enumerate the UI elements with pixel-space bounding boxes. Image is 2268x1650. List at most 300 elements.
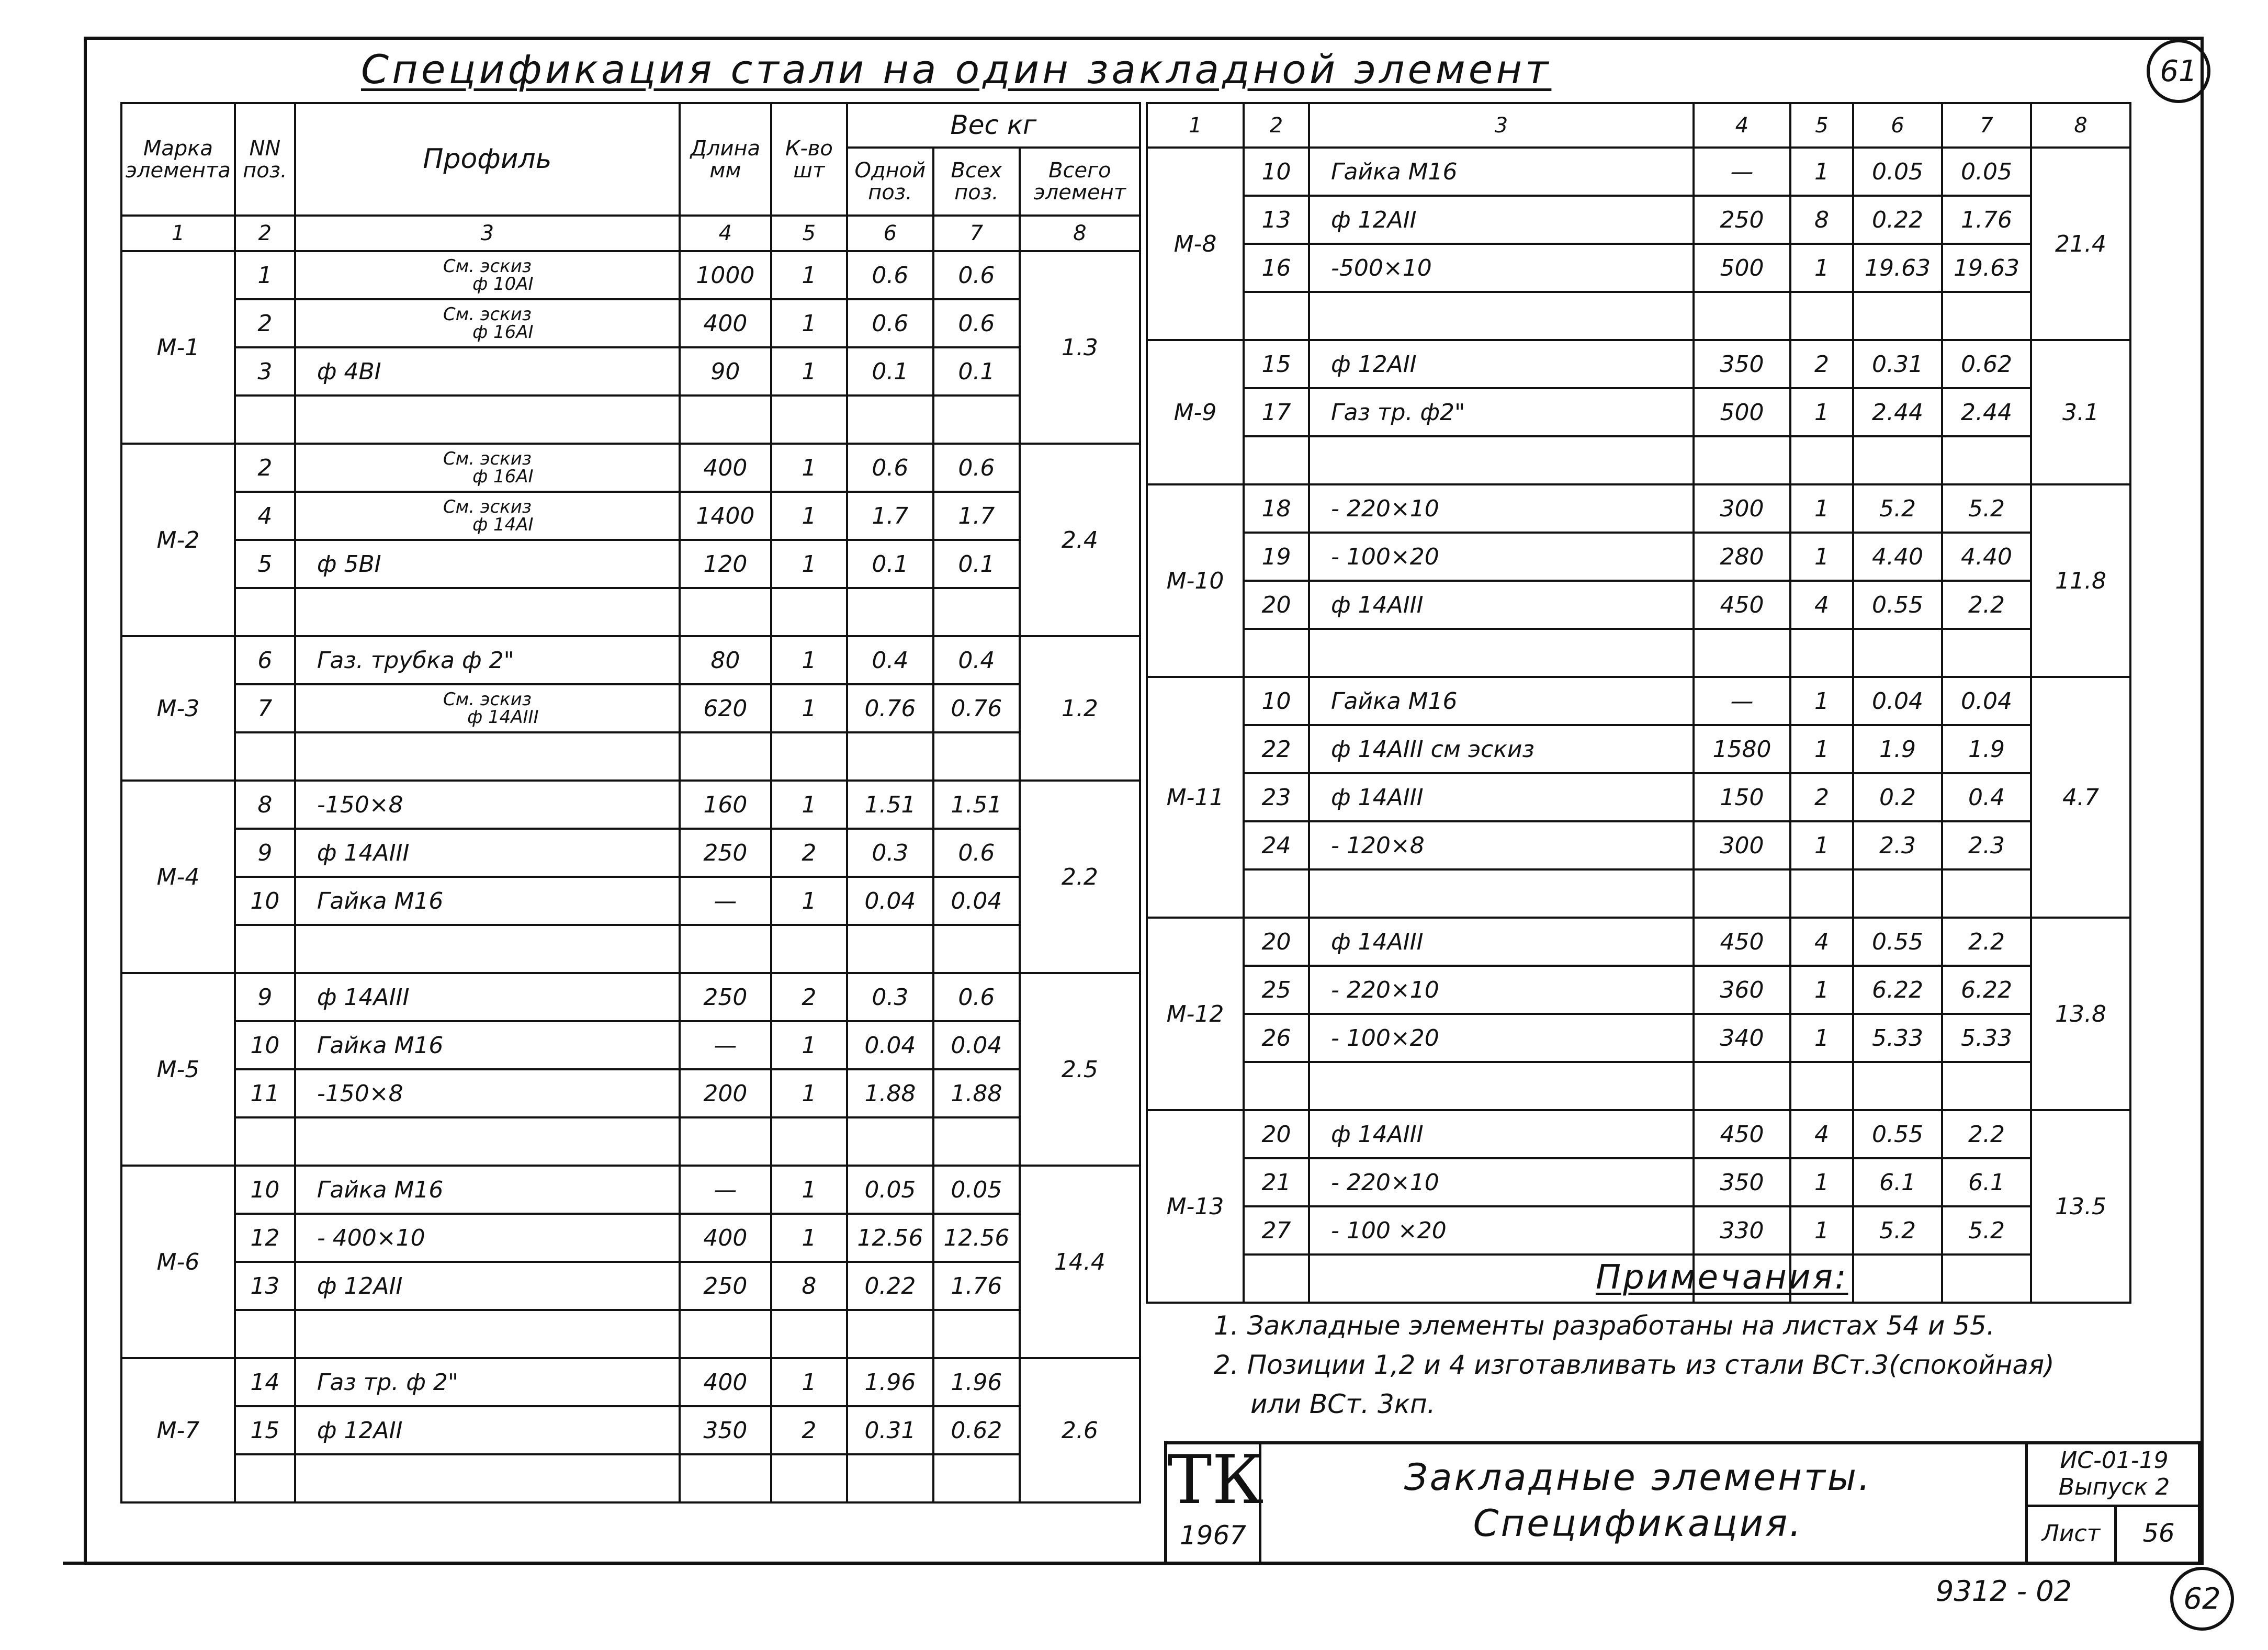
element-mark: М-5 [121, 973, 235, 1166]
empty-cell [1790, 629, 1853, 677]
table-row [1147, 1014, 2130, 1062]
weight-one-cell: 0.6 [847, 299, 933, 347]
col-number: 2 [235, 216, 295, 251]
weight-all-cell: 4.40 [1942, 533, 2031, 581]
table-row [121, 1358, 1140, 1406]
table-row [121, 347, 1140, 395]
profile-cell: ф 12АII [295, 1262, 680, 1310]
quantity-cell: 1 [1790, 725, 1853, 773]
note-item: 2. Позиции 1,2 и 4 изготавливать из стали ВСт.3(спокойная) [1214, 1350, 2055, 1380]
empty-cell [1790, 869, 1853, 918]
weight-one-cell: 5.2 [1853, 484, 1942, 533]
empty-cell [1694, 1062, 1790, 1110]
length-cell: 300 [1694, 821, 1790, 869]
header-weight: Вес кг [847, 103, 1140, 148]
quantity-cell: 1 [771, 1358, 847, 1406]
title-block-year: 1967 [1179, 1520, 1247, 1551]
empty-cell [680, 395, 771, 444]
length-cell: — [680, 1021, 771, 1069]
empty-cell [771, 395, 847, 444]
sheet-number: 56 [2142, 1519, 2175, 1548]
length-cell: 620 [680, 684, 771, 732]
quantity-cell: 1 [771, 781, 847, 829]
weight-all-cell: 0.6 [933, 444, 1020, 492]
empty-cell [847, 732, 933, 781]
empty-row [1147, 436, 2130, 484]
weight-one-cell: 0.55 [1853, 1110, 1942, 1158]
profile-cell: -150×8 [295, 1069, 680, 1117]
table-row [1147, 966, 2130, 1014]
empty-cell [295, 1454, 680, 1502]
empty-row [1147, 629, 2130, 677]
weight-one-cell: 19.63 [1853, 244, 1942, 292]
table-row [121, 251, 1140, 299]
empty-cell [1244, 1255, 1309, 1303]
weight-one-cell: 6.1 [1853, 1158, 1942, 1206]
weight-one-cell: 1.96 [847, 1358, 933, 1406]
empty-cell [933, 588, 1020, 636]
profile-cell: Газ. трубка ф 2" [295, 636, 680, 684]
weight-one-cell: 0.3 [847, 829, 933, 877]
note-item: 1. Закладные элементы разработаны на листах 54 и 55. [1214, 1310, 1995, 1341]
element-total-weight: 2.4 [1020, 444, 1140, 636]
table-row [1147, 1110, 2130, 1158]
profile-cell: -500×10 [1309, 244, 1694, 292]
table-row [1147, 196, 2130, 244]
title-block-name-line1: Закладные элементы. [1404, 1456, 1872, 1499]
notes-title: Примечания: [1596, 1258, 1848, 1297]
weight-all-cell: 0.04 [933, 1021, 1020, 1069]
position-number: 3 [235, 347, 295, 395]
length-cell: 350 [1694, 340, 1790, 388]
position-number: 20 [1244, 918, 1309, 966]
element-total-weight: 11.8 [2031, 484, 2130, 677]
table-row [121, 1406, 1140, 1454]
title-block-code [2025, 1444, 2201, 1507]
element-mark: М-12 [1147, 918, 1244, 1110]
weight-all-cell: 1.51 [933, 781, 1020, 829]
weight-one-cell: 0.6 [847, 444, 933, 492]
quantity-cell: 1 [1790, 966, 1853, 1014]
position-number: 22 [1244, 725, 1309, 773]
quantity-cell: 2 [771, 829, 847, 877]
element-total-weight: 4.7 [2031, 677, 2130, 918]
empty-cell [235, 925, 295, 973]
empty-cell [235, 1454, 295, 1502]
table-row [121, 636, 1140, 684]
table-row [1147, 484, 2130, 533]
position-number: 1 [235, 251, 295, 299]
element-total-weight: 3.1 [2031, 340, 2130, 484]
empty-cell [771, 588, 847, 636]
profile-note: См. эскиз [443, 496, 532, 517]
profile-cell: - 220×10 [1309, 1158, 1694, 1206]
empty-cell [295, 1117, 680, 1166]
weight-one-cell: 0.55 [1853, 918, 1942, 966]
position-number: 5 [235, 540, 295, 588]
empty-cell [1853, 869, 1942, 918]
weight-all-cell: 5.33 [1942, 1014, 2031, 1062]
position-number: 23 [1244, 773, 1309, 821]
document-issue: Выпуск 2 [2058, 1473, 2170, 1500]
empty-cell [1853, 292, 1942, 340]
empty-cell [847, 925, 933, 973]
empty-row [121, 588, 1140, 636]
profile-cell: Гайка М16 [295, 877, 680, 925]
title-block-sheet [2025, 1505, 2201, 1562]
weight-all-cell: 0.1 [933, 347, 1020, 395]
empty-cell [1244, 869, 1309, 918]
table-row [121, 1262, 1140, 1310]
length-cell: 350 [1694, 1158, 1790, 1206]
position-number: 7 [235, 684, 295, 732]
empty-cell [933, 732, 1020, 781]
table-row [121, 684, 1140, 732]
empty-cell [1853, 629, 1942, 677]
weight-all-cell: 2.44 [1942, 388, 2031, 436]
profile-note: См. эскиз [443, 689, 532, 710]
profile-cell: Газ тр. ф2" [1309, 388, 1694, 436]
element-total-weight: 1.2 [1020, 636, 1140, 781]
weight-all-cell: 5.2 [1942, 484, 2031, 533]
length-cell: 200 [680, 1069, 771, 1117]
table-row [121, 877, 1140, 925]
element-mark: М-1 [121, 251, 235, 444]
length-cell: 1580 [1694, 725, 1790, 773]
col-number: 5 [1790, 103, 1853, 148]
empty-cell [1309, 436, 1694, 484]
col-number: 4 [680, 216, 771, 251]
weight-all-cell: 1.76 [933, 1262, 1020, 1310]
quantity-cell: 1 [771, 684, 847, 732]
table-row [121, 444, 1140, 492]
weight-all-cell: 19.63 [1942, 244, 2031, 292]
empty-cell [295, 732, 680, 781]
length-cell: 500 [1694, 244, 1790, 292]
profile-cell [295, 684, 680, 732]
empty-cell [1942, 1255, 2031, 1303]
quantity-cell: 4 [1790, 581, 1853, 629]
empty-row [121, 395, 1140, 444]
empty-cell [680, 925, 771, 973]
profile-cell: ф 14АIII [295, 829, 680, 877]
table-row [1147, 581, 2130, 629]
length-cell: 450 [1694, 918, 1790, 966]
empty-cell [235, 732, 295, 781]
element-mark: М-3 [121, 636, 235, 781]
position-number: 26 [1244, 1014, 1309, 1062]
weight-all-cell: 0.6 [933, 299, 1020, 347]
table-row [121, 1069, 1140, 1117]
table-row [121, 1214, 1140, 1262]
weight-one-cell: 0.2 [1853, 773, 1942, 821]
empty-cell [680, 1310, 771, 1358]
col-number: 8 [2031, 103, 2130, 148]
element-total-weight: 2.5 [1020, 973, 1140, 1166]
sheet-label: Лист [2028, 1505, 2117, 1562]
length-cell: 300 [1694, 484, 1790, 533]
title-block-logo [1167, 1441, 1264, 1562]
empty-cell [1309, 629, 1694, 677]
weight-one-cell: 0.22 [847, 1262, 933, 1310]
weight-all-cell: 0.6 [933, 829, 1020, 877]
position-number: 10 [235, 1021, 295, 1069]
position-number: 14 [235, 1358, 295, 1406]
empty-cell [771, 1310, 847, 1358]
length-cell: 160 [680, 781, 771, 829]
empty-cell [1853, 1255, 1942, 1303]
document-title: Спецификация стали на один закладной элемент [361, 46, 1552, 93]
table-row [121, 781, 1140, 829]
table-row [1147, 340, 2130, 388]
element-total-weight: 1.3 [1020, 251, 1140, 444]
quantity-cell: 8 [771, 1262, 847, 1310]
page-number-bottom: 62 [2170, 1567, 2234, 1631]
profile-cell: ф 14АIII см эскиз [1309, 725, 1694, 773]
position-number: 9 [235, 973, 295, 1021]
quantity-cell: 1 [771, 1166, 847, 1214]
col-number: 1 [121, 216, 235, 251]
position-number: 18 [1244, 484, 1309, 533]
empty-cell [1942, 869, 2031, 918]
quantity-cell: 1 [1790, 533, 1853, 581]
title-block [1164, 1441, 2201, 1565]
quantity-cell: 1 [771, 540, 847, 588]
empty-cell [1942, 629, 2031, 677]
empty-cell [933, 1454, 1020, 1502]
header-weight-one: Одной поз. [847, 148, 933, 216]
inventory-number: 9312 - 02 [1936, 1575, 2072, 1608]
col-number: 7 [1942, 103, 2031, 148]
position-number: 17 [1244, 388, 1309, 436]
quantity-cell: 2 [1790, 340, 1853, 388]
length-cell: — [1694, 677, 1790, 725]
weight-all-cell: 12.56 [933, 1214, 1020, 1262]
col-number: 5 [771, 216, 847, 251]
quantity-cell: 1 [1790, 1206, 1853, 1255]
quantity-cell: 4 [1790, 918, 1853, 966]
element-mark: М-6 [121, 1166, 235, 1358]
weight-one-cell: 1.88 [847, 1069, 933, 1117]
weight-all-cell: 0.76 [933, 684, 1020, 732]
profile-cell: ф 4ВI [295, 347, 680, 395]
weight-all-cell: 6.1 [1942, 1158, 2031, 1206]
weight-all-cell: 1.7 [933, 492, 1020, 540]
empty-row [1147, 869, 2130, 918]
weight-all-cell: 1.9 [1942, 725, 2031, 773]
weight-all-cell: 1.76 [1942, 196, 2031, 244]
quantity-cell: 1 [771, 1214, 847, 1262]
element-mark: М-10 [1147, 484, 1244, 677]
position-number: 13 [235, 1262, 295, 1310]
empty-cell [680, 588, 771, 636]
profile-cell: - 220×10 [1309, 966, 1694, 1014]
weight-all-cell: 2.3 [1942, 821, 2031, 869]
length-cell: 80 [680, 636, 771, 684]
weight-all-cell: 0.62 [933, 1406, 1020, 1454]
profile-cell: ф 14АIII [1309, 1110, 1694, 1158]
empty-cell [771, 925, 847, 973]
empty-cell [933, 1117, 1020, 1166]
quantity-cell: 1 [771, 299, 847, 347]
quantity-cell: 1 [1790, 148, 1853, 196]
weight-one-cell: 4.40 [1853, 533, 1942, 581]
profile-bar: ф 16АI [472, 466, 534, 487]
table-row [1147, 1206, 2130, 1255]
weight-all-cell: 0.6 [933, 973, 1020, 1021]
header-length: Длина мм [680, 103, 771, 216]
profile-cell: ф 14АIII [1309, 918, 1694, 966]
element-total-weight: 13.5 [2031, 1110, 2130, 1303]
profile-cell: - 100×20 [1309, 533, 1694, 581]
col-number: 2 [1244, 103, 1309, 148]
position-number: 4 [235, 492, 295, 540]
weight-one-cell: 0.04 [847, 877, 933, 925]
weight-one-cell: 0.31 [847, 1406, 933, 1454]
quantity-cell: 2 [1790, 773, 1853, 821]
quantity-cell: 1 [1790, 484, 1853, 533]
position-number: 6 [235, 636, 295, 684]
empty-cell [1942, 292, 2031, 340]
empty-cell [295, 1310, 680, 1358]
col-number: 3 [295, 216, 680, 251]
length-cell: 450 [1694, 1110, 1790, 1158]
col-number: 3 [1309, 103, 1694, 148]
profile-note: См. эскиз [443, 256, 532, 277]
length-cell: 120 [680, 540, 771, 588]
document-code: ИС-01-19 [2060, 1447, 2169, 1474]
position-number: 16 [1244, 244, 1309, 292]
position-number: 2 [235, 299, 295, 347]
empty-cell [1309, 292, 1694, 340]
quantity-cell: 1 [771, 1021, 847, 1069]
length-cell: 90 [680, 347, 771, 395]
quantity-cell: 1 [771, 492, 847, 540]
weight-all-cell: 2.2 [1942, 1110, 2031, 1158]
table-row [1147, 677, 2130, 725]
profile-note: См. эскиз [443, 304, 532, 325]
table-row [1147, 821, 2130, 869]
profile-cell [295, 492, 680, 540]
empty-cell [847, 1310, 933, 1358]
profile-cell: ф 12АII [295, 1406, 680, 1454]
empty-cell [235, 588, 295, 636]
position-number: 25 [1244, 966, 1309, 1014]
weight-one-cell: 0.04 [1853, 677, 1942, 725]
table-row [121, 492, 1140, 540]
weight-one-cell: 0.3 [847, 973, 933, 1021]
table-row [1147, 533, 2130, 581]
table-row [121, 829, 1140, 877]
quantity-cell: 4 [1790, 1110, 1853, 1158]
profile-cell: - 120×8 [1309, 821, 1694, 869]
length-cell: — [680, 1166, 771, 1214]
empty-cell [771, 1117, 847, 1166]
table-row [1147, 918, 2130, 966]
length-cell: 250 [680, 1262, 771, 1310]
quantity-cell: 1 [771, 877, 847, 925]
empty-cell [933, 395, 1020, 444]
table-row [1147, 773, 2130, 821]
weight-one-cell: 0.6 [847, 251, 933, 299]
profile-note: См. эскиз [443, 448, 532, 469]
empty-cell [1309, 869, 1694, 918]
header-weight-total: Всего элемент [1020, 148, 1140, 216]
col-number: 6 [1853, 103, 1942, 148]
element-total-weight: 14.4 [1020, 1166, 1140, 1358]
length-cell: 400 [680, 1358, 771, 1406]
weight-all-cell: 0.4 [933, 636, 1020, 684]
empty-row [121, 1454, 1140, 1502]
col-number: 6 [847, 216, 933, 251]
empty-cell [235, 395, 295, 444]
empty-cell [1244, 436, 1309, 484]
weight-all-cell: 1.88 [933, 1069, 1020, 1117]
empty-cell [1694, 436, 1790, 484]
length-cell: 250 [680, 829, 771, 877]
profile-cell: Гайка М16 [1309, 677, 1694, 725]
empty-row [121, 1310, 1140, 1358]
table-row [1147, 388, 2130, 436]
length-cell: 450 [1694, 581, 1790, 629]
tk-logo: ТК [1167, 1441, 1264, 1519]
weight-all-cell: 0.6 [933, 251, 1020, 299]
weight-one-cell: 0.04 [847, 1021, 933, 1069]
profile-bar: ф 14АI [472, 514, 534, 535]
quantity-cell: 2 [771, 1406, 847, 1454]
length-cell: 250 [680, 973, 771, 1021]
table-row [121, 1166, 1140, 1214]
col-number: 4 [1694, 103, 1790, 148]
element-mark: М-11 [1147, 677, 1244, 918]
empty-cell [295, 925, 680, 973]
title-block-name [1267, 1455, 2010, 1546]
empty-cell [933, 925, 1020, 973]
empty-cell [1694, 629, 1790, 677]
weight-all-cell: 0.04 [933, 877, 1020, 925]
empty-row [1147, 292, 2130, 340]
weight-all-cell: 0.1 [933, 540, 1020, 588]
weight-all-cell: 0.62 [1942, 340, 2031, 388]
empty-cell [1942, 1062, 2031, 1110]
profile-cell: Газ тр. ф 2" [295, 1358, 680, 1406]
table-row [121, 540, 1140, 588]
quantity-cell: 1 [1790, 388, 1853, 436]
element-total-weight: 21.4 [2031, 148, 2130, 340]
profile-bar: ф 10АI [472, 274, 534, 295]
empty-cell [1694, 292, 1790, 340]
position-number: 20 [1244, 1110, 1309, 1158]
position-number: 19 [1244, 533, 1309, 581]
position-number: 11 [235, 1069, 295, 1117]
weight-one-cell: 1.7 [847, 492, 933, 540]
weight-one-cell: 12.56 [847, 1214, 933, 1262]
header-pos: NN поз. [235, 103, 295, 216]
empty-cell [1694, 869, 1790, 918]
length-cell: — [680, 877, 771, 925]
weight-one-cell: 0.1 [847, 540, 933, 588]
element-mark: М-9 [1147, 340, 1244, 484]
empty-cell [295, 395, 680, 444]
length-cell: 250 [1694, 196, 1790, 244]
weight-all-cell: 0.05 [933, 1166, 1020, 1214]
length-cell: 400 [680, 444, 771, 492]
table-row [1147, 1158, 2130, 1206]
position-number: 13 [1244, 196, 1309, 244]
weight-all-cell: 0.05 [1942, 148, 2031, 196]
position-number: 21 [1244, 1158, 1309, 1206]
position-number: 15 [1244, 340, 1309, 388]
